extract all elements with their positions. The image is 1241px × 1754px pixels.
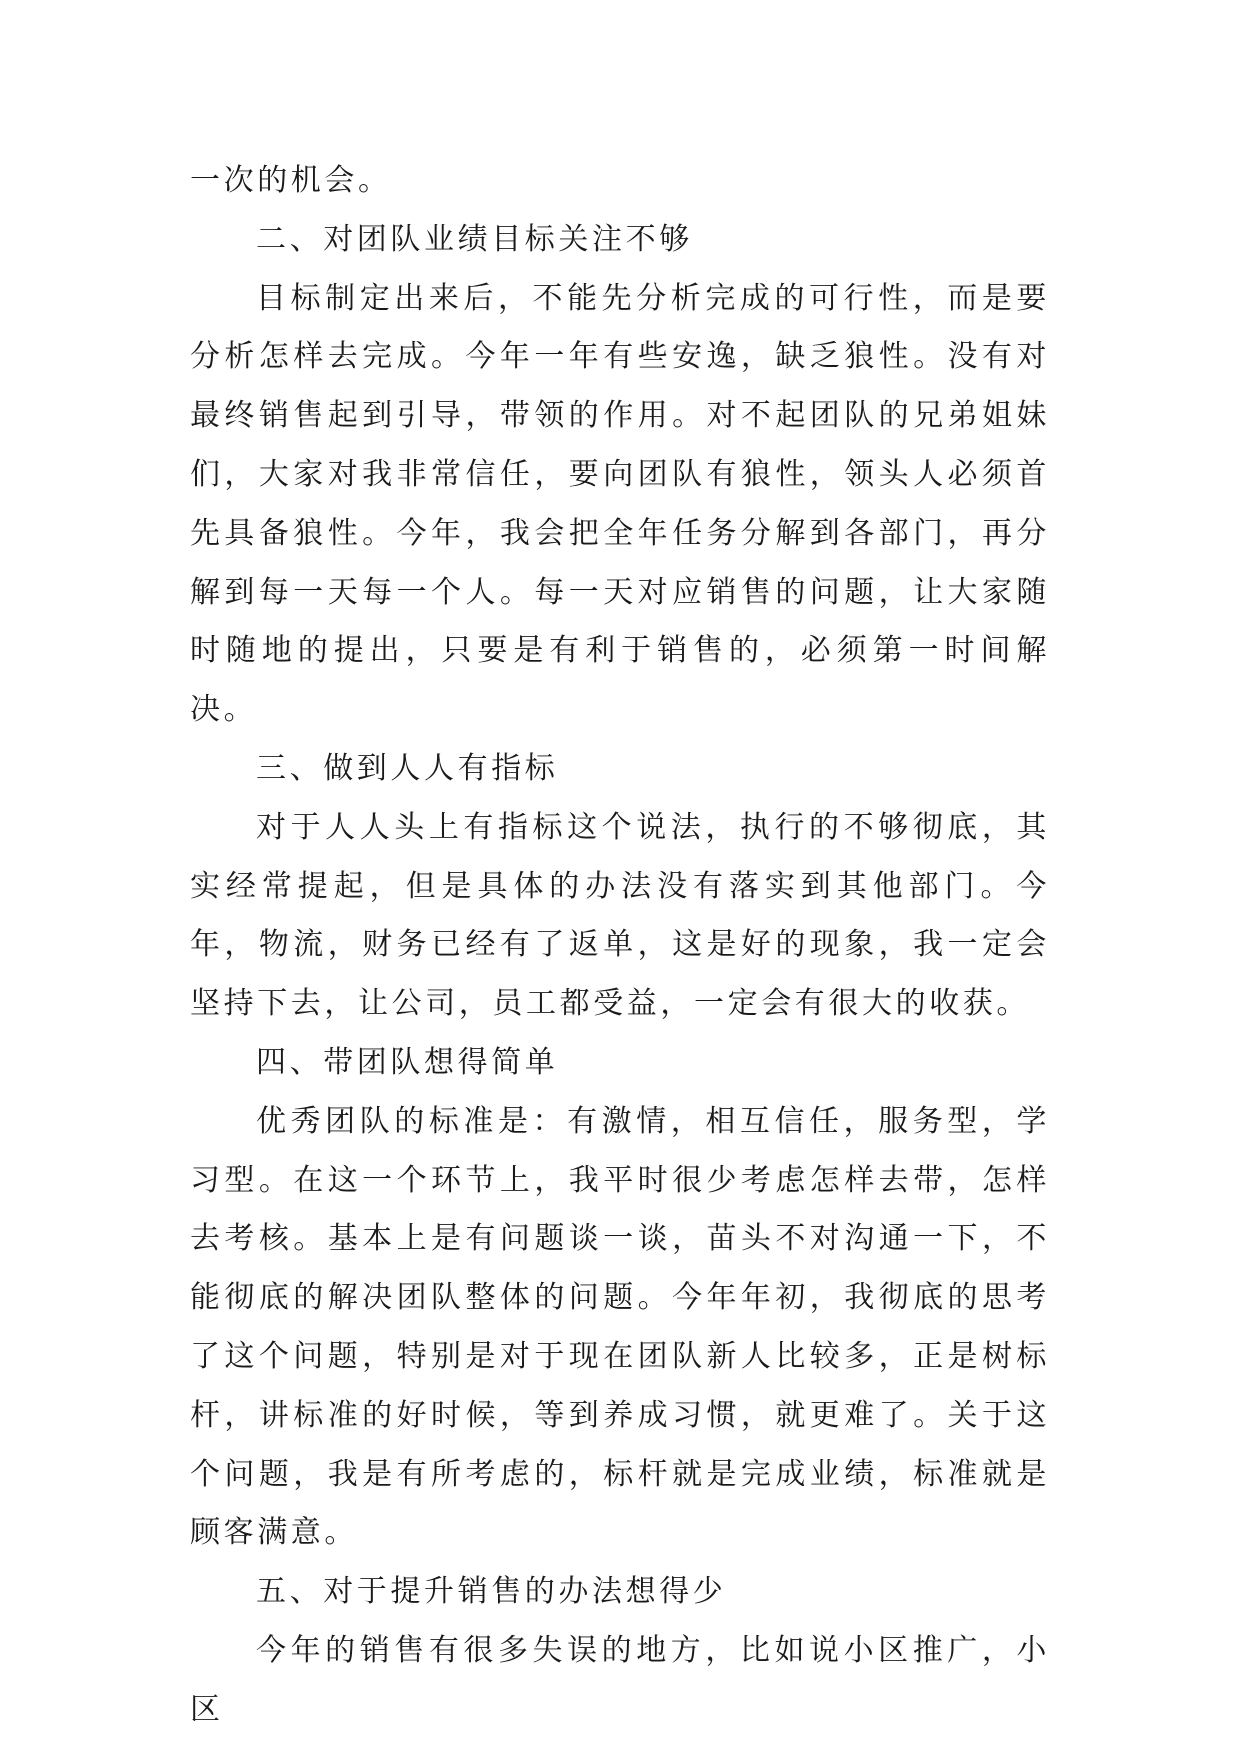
section-heading-3: 三、做到人人有指标: [256, 750, 559, 786]
section-heading-4: 四、带团队想得简单: [256, 1044, 559, 1080]
paragraph-section-2: 目标制定出来后，不能先分析完成的可行性，而是要分析怎样去完成。今年一年有些安逸，缺乏狼性。没有对最终销售起到引导，带领的作用。对不起团队的兄弟姐妹们，大家对我非常信任，要向团队有狼性，领头人必须首先具备狼性。今年，我会把全年任务分解到各部门，再分解到每一天每一个人。每一天对应销售的问题，让大家随时随地的提出，只要是有利于销售的，必须第一时间解决。: [190, 280, 1050, 728]
section-heading-5: 五、对于提升销售的办法想得少: [256, 1574, 727, 1610]
section-heading-2: 二、对团队业绩目标关注不够: [256, 221, 693, 257]
paragraph-section-4: 优秀团队的标准是：有激情，相互信任，服务型，学习型。在这一个环节上，我平时很少考虑怎样去带，怎样去考核。基本上是有问题谈一谈，苗头不对沟通一下，不能彻底的解决团队整体的问题。今年年初，我彻底的思考了这个问题，特别是对于现在团队新人比较多，正是树标杆，讲标准的好时候，等到养成习惯，就更难了。关于这个问题，我是有所考虑的，标杆就是完成业绩，标准就是顾客满意。: [190, 1103, 1050, 1551]
paragraph-continuation: 一次的机会。: [190, 163, 392, 198]
paragraph-section-3: 对于人人头上有指标这个说法，执行的不够彻底，其实经常提起，但是具体的办法没有落实到其他部门。今年，物流，财务已经有了返单，这是好的现象，我一定会坚持下去，让公司，员工都受益，一定会有很大的收获。: [190, 809, 1050, 1022]
paragraph-section-5: 今年的销售有很多失误的地方，比如说小区推广，小区: [190, 1632, 1050, 1727]
document-body: [190, 152, 1050, 1740]
